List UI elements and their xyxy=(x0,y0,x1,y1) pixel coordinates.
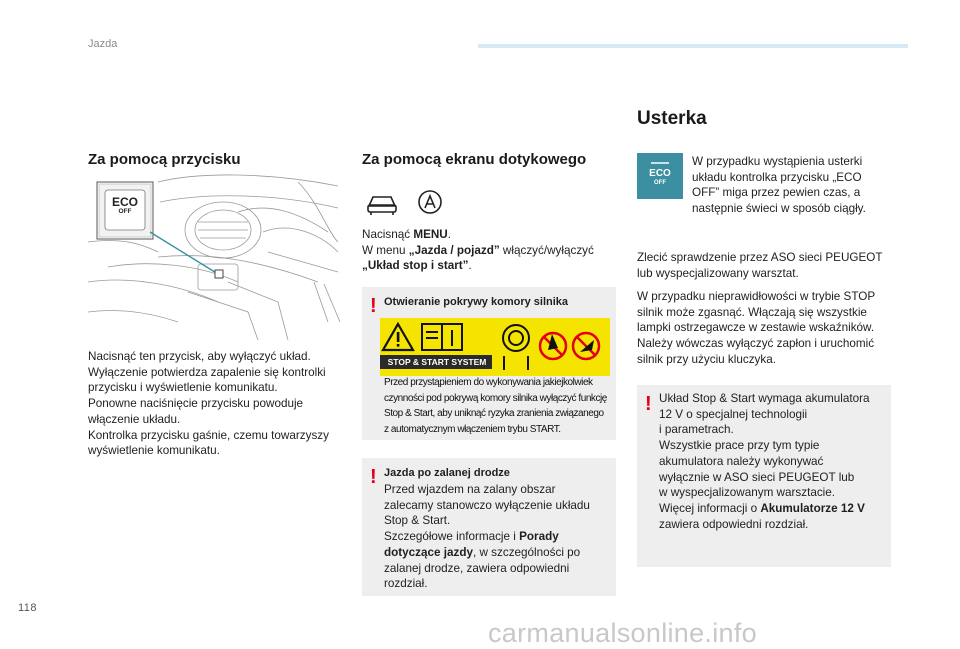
section-label: Jazda xyxy=(88,38,118,50)
text-line: układu kontrolka przycisku „ECO xyxy=(692,170,862,184)
caption-line: czynności pod pokrywą komory silnika wyłączyć funkcję xyxy=(384,392,607,404)
menu-path-label: „Jazda / pojazd” xyxy=(408,243,500,257)
text-line: W przypadku wystąpienia usterki xyxy=(692,155,863,168)
text-line: Kontrolka przycisku gaśnie, czemu towarzyszy xyxy=(88,428,329,442)
warning-exclamation-icon: ! xyxy=(370,295,377,317)
instr-line-3 xyxy=(362,258,612,274)
instr-text: Nacisnąć xyxy=(362,228,414,241)
touchscreen-heading: Za pomocą ekranu dotykowego xyxy=(362,151,587,168)
text-line: wyłącznie w ASO sieci PEUGEOT lub xyxy=(659,470,855,484)
text-line xyxy=(384,529,610,545)
instr-text: W menu xyxy=(362,243,409,257)
bold-ref: Akumulatorze 12 V xyxy=(760,501,865,515)
instr-line-2 xyxy=(362,243,612,259)
text-line: i parametrach. xyxy=(659,423,734,437)
text-span: , w szczególności po xyxy=(473,545,581,559)
stop-mode-fault xyxy=(637,289,891,368)
header-rule xyxy=(478,44,908,48)
service-advice xyxy=(637,250,891,281)
instr-line-1 xyxy=(362,227,612,243)
sticker-label: STOP & START SYSTEM xyxy=(387,357,487,367)
text-line: przycisku i wyświetlenie komunikatu. xyxy=(88,381,278,395)
caption-line: Przed przystąpieniem do wykonywania jakiejkolwiek xyxy=(384,377,593,388)
text-line: Układ Stop & Start wymaga akumulatora xyxy=(659,392,870,405)
battery-note xyxy=(637,385,891,567)
text-line: silnik przy użyciu kluczyka. xyxy=(637,352,776,366)
eco-icon-line1: ECO xyxy=(649,168,671,179)
page-number: 118 xyxy=(18,602,38,614)
stop-start-label: „Układ stop i start” xyxy=(362,259,469,273)
text-span: Więcej informacji o xyxy=(659,501,761,515)
text-line: w wyspecjalizowanym warsztacie. xyxy=(659,486,836,500)
text-line: Wszystkie prace przy tym typie xyxy=(659,439,820,453)
push-button-heading: Za pomocą przycisku xyxy=(88,151,241,168)
bold-ref: Porady xyxy=(519,530,559,544)
text-line: zalanej drodze, zawiera odpowiedni xyxy=(384,561,570,575)
text-line: 12 V o specjalnej technologii xyxy=(659,407,808,421)
caption-line: z automatycznym włączeniem trybu START. xyxy=(384,423,561,435)
text-line: Ponowne naciśnięcie przycisku powoduje xyxy=(88,397,304,411)
eco-off-button-line2: OFF xyxy=(118,208,132,215)
no-touch-icon xyxy=(573,333,599,359)
text-line: Stop & Start. xyxy=(384,514,451,528)
touchscreen-instructions xyxy=(362,227,612,274)
text-line: zalecamy stanowczo wyłączenie układu xyxy=(384,498,590,512)
engine-belt-icon xyxy=(503,325,529,370)
instr-text: . xyxy=(468,259,472,273)
no-hands-icon xyxy=(540,333,566,359)
menu-label: MENU xyxy=(413,228,448,241)
stop-start-sticker xyxy=(380,318,610,376)
eco-off-warning-icon xyxy=(637,153,683,199)
instr-text: włączyć/wyłączyć xyxy=(499,243,594,257)
hood-warning-note xyxy=(362,287,616,440)
fault-description xyxy=(692,154,887,217)
flooded-road-note xyxy=(362,458,616,596)
instr-text: . xyxy=(447,228,451,241)
fault-heading: Usterka xyxy=(637,108,707,129)
text-line: W przypadku nieprawidłowości w trybie STOP xyxy=(637,290,876,303)
sticker-caption xyxy=(384,375,614,437)
text-span: Szczegółowe informacje i xyxy=(384,530,520,544)
text-line: Przed wjazdem na zalany obszar xyxy=(384,483,556,496)
text-line: wyświetlenie komunikatu. xyxy=(88,444,220,458)
text-line: włączenie układu. xyxy=(88,412,181,426)
text-line xyxy=(659,501,885,517)
warning-triangle-icon xyxy=(383,324,413,350)
text-line: Wyłączenie potwierdza zapalenie się kontrolki xyxy=(88,365,326,379)
watermark: carmanualsonline.info xyxy=(488,618,757,648)
eco-icon-line2: OFF xyxy=(654,180,666,186)
note-title: Otwieranie pokrywy komory silnika xyxy=(384,296,569,308)
text-line: Zlecić sprawdzenie przez ASO sieci PEUGEOT xyxy=(637,251,883,264)
warning-exclamation-icon: ! xyxy=(370,466,377,488)
bold-ref: dotyczące jazdy xyxy=(384,545,473,559)
text-line xyxy=(384,545,610,561)
text-line: Nacisnąć ten przycisk, aby wyłączyć układ. xyxy=(88,350,311,363)
text-line: silnik może zgasnąć. Włączają się wszystkie xyxy=(637,305,867,319)
eco-off-button xyxy=(105,196,145,216)
note-body xyxy=(659,391,885,532)
push-button-text xyxy=(88,349,343,459)
text-line: Należy wówczas wyłączyć zapłon i uruchomić xyxy=(637,337,875,351)
manual-book-icon xyxy=(422,324,462,350)
text-line: OFF” miga przez pewien czas, a xyxy=(692,186,861,200)
note-body xyxy=(384,482,610,592)
note-title: Jazda po zalanej drodze xyxy=(384,467,510,479)
text-line: lampki ostrzegawcze w zestawie wskaźników. xyxy=(637,321,875,335)
caption-line: Stop & Start, aby uniknąć ryzyka zranienia związanego xyxy=(384,408,604,419)
text-line: lub wyspecjalizowany warsztat. xyxy=(637,266,799,280)
text-line: zawiera odpowiedni rozdział. xyxy=(659,517,809,531)
driver-assist-icon xyxy=(419,191,441,213)
warning-exclamation-icon: ! xyxy=(645,393,652,415)
eco-off-button-line1: ECO xyxy=(111,195,138,209)
text-line: akumulatora należy wykonywać xyxy=(659,454,824,468)
text-line: rozdział. xyxy=(384,577,428,591)
touchscreen-icons xyxy=(364,186,464,218)
text-line: następnie świeci w sposób ciągły. xyxy=(692,202,866,216)
car-icon xyxy=(368,197,396,215)
